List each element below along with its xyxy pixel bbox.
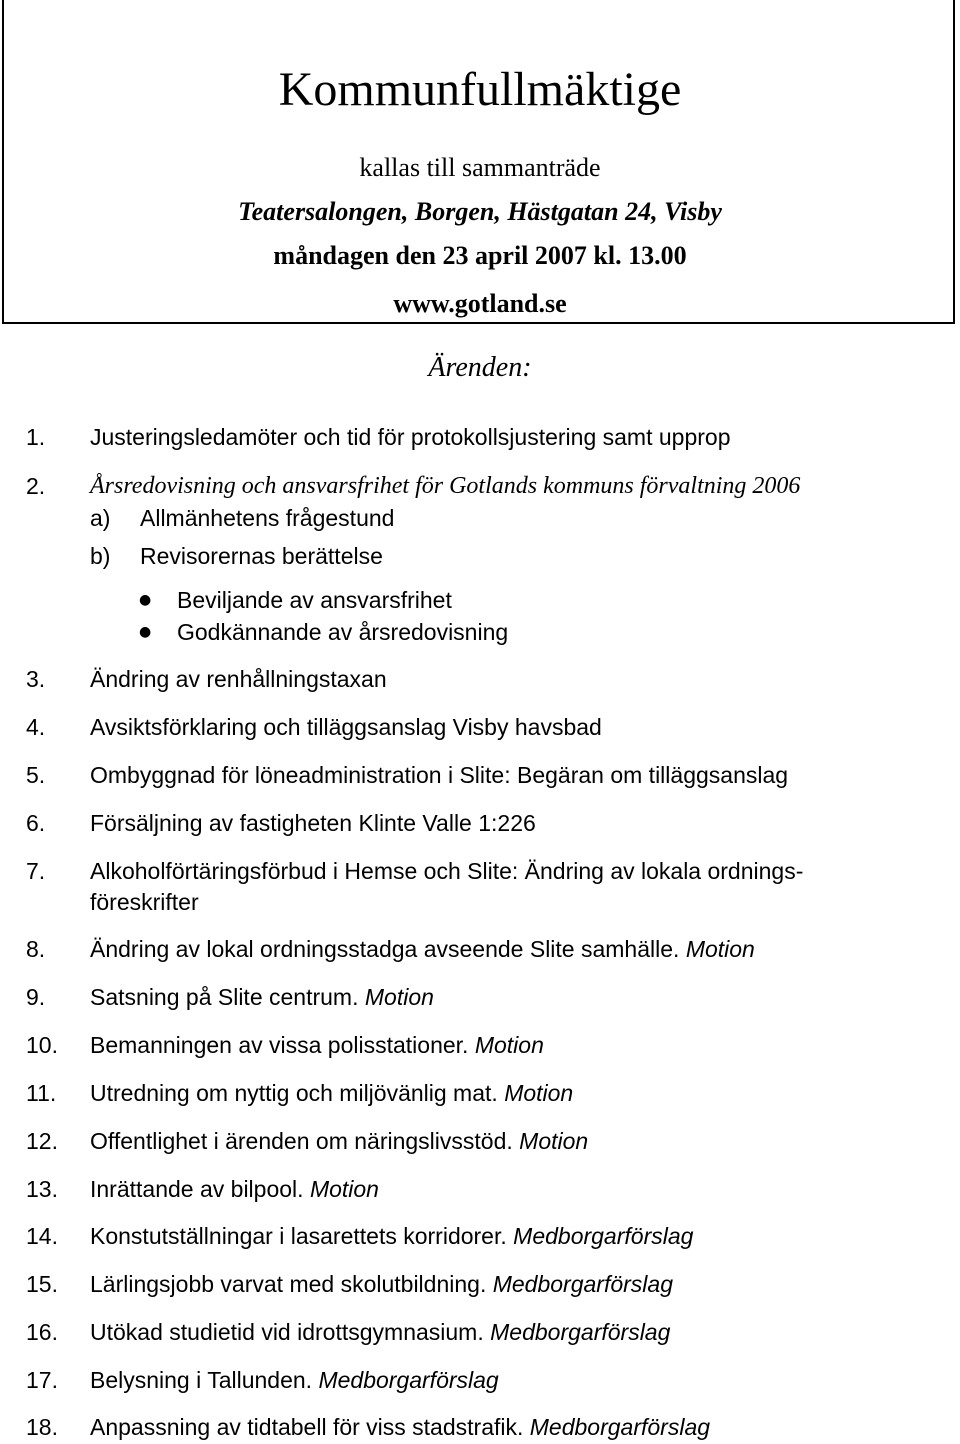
bullet-icon: ● bbox=[139, 624, 152, 640]
item-title: Utökad studietid vid idrottsgymnasium. bbox=[90, 1319, 484, 1345]
item-text bbox=[90, 1128, 588, 1155]
item-number: 18. bbox=[26, 1414, 58, 1440]
item-type-label: Medborgarförslag bbox=[513, 1223, 694, 1249]
item-text bbox=[90, 1223, 693, 1250]
item-number: 6. bbox=[26, 810, 46, 836]
item-text bbox=[90, 936, 755, 963]
item-type-label: Motion bbox=[309, 1176, 379, 1202]
item-text: Avsiktsförklaring och tilläggsanslag Visby havsbad bbox=[90, 714, 602, 740]
item-type-label: Motion bbox=[519, 1128, 589, 1154]
item-text bbox=[90, 1319, 670, 1346]
item-number: 14. bbox=[26, 1223, 58, 1249]
item-text bbox=[90, 1176, 379, 1203]
item-title: Konstutställningar i lasarettets korridorer. bbox=[90, 1223, 507, 1249]
item-type-label: Motion bbox=[504, 1080, 574, 1106]
meeting-date: måndagen den 23 april 2007 kl. 13.00 bbox=[273, 241, 687, 270]
item-number: 12. bbox=[26, 1128, 58, 1154]
bullet-text: Godkännande av årsredovisning bbox=[177, 619, 509, 645]
item-text: Justeringsledamöter och tid för protokollsjustering samt upprop bbox=[90, 424, 731, 450]
sub-item-label: b) bbox=[90, 543, 111, 569]
item-number: 4. bbox=[26, 714, 46, 740]
item-text bbox=[90, 984, 434, 1011]
item-number: 9. bbox=[26, 984, 46, 1010]
item-number: 7. bbox=[26, 858, 46, 884]
item-number: 5. bbox=[26, 762, 46, 788]
item-type-label: Motion bbox=[474, 1032, 544, 1058]
item-title: Inrättande av bilpool. bbox=[90, 1176, 304, 1202]
item-number: 8. bbox=[26, 936, 46, 962]
sub-item-label: a) bbox=[90, 505, 111, 531]
item-type-label: Motion bbox=[364, 984, 434, 1010]
sub-item-text: Revisorernas berättelse bbox=[140, 543, 383, 569]
item-type-label: Medborgarförslag bbox=[490, 1319, 671, 1345]
meeting-venue: Teatersalongen, Borgen, Hästgatan 24, Visby bbox=[238, 197, 722, 226]
item-text: Försäljning av fastigheten Klinte Valle 1:226 bbox=[90, 810, 536, 836]
item-text: Alkoholförtäringsförbud i Hemse och Slite: Ändring av lokala ordnings- bbox=[90, 858, 804, 884]
document-title: Kommunfullmäktige bbox=[278, 63, 682, 116]
item-number: 16. bbox=[26, 1319, 58, 1345]
item-title: Satsning på Slite centrum. bbox=[90, 984, 359, 1010]
item-number: 11. bbox=[26, 1080, 57, 1106]
bullet-icon: ● bbox=[139, 592, 152, 608]
item-number: 13. bbox=[26, 1176, 58, 1202]
item-text-continued: föreskrifter bbox=[90, 889, 199, 915]
item-title: Anpassning av tidtabell för viss stadstrafik. bbox=[90, 1414, 524, 1440]
item-title: Belysning i Tallunden. bbox=[90, 1367, 313, 1393]
item-title: Bemanningen av vissa polisstationer. bbox=[90, 1032, 469, 1058]
item-text: Ändring av renhållningstaxan bbox=[90, 666, 387, 692]
item-type-label: Motion bbox=[685, 936, 755, 962]
item-type-label: Medborgarförslag bbox=[529, 1414, 711, 1440]
item-title: Lärlingsjobb varvat med skolutbildning. bbox=[90, 1271, 487, 1297]
item-number: 15. bbox=[26, 1271, 58, 1297]
item-number: 10. bbox=[26, 1032, 58, 1058]
item-text: Årsredovisning och ansvarsfrihet för Gotlands kommuns förvaltning 2006 bbox=[90, 473, 801, 499]
item-text bbox=[90, 1414, 710, 1441]
sub-item-text: Allmänhetens frågestund bbox=[140, 505, 395, 531]
item-text bbox=[90, 1367, 499, 1394]
item-text bbox=[90, 1271, 673, 1298]
item-title: Ändring av lokal ordningsstadga avseende Slite samhälle. bbox=[90, 936, 680, 962]
meeting-subtitle: kallas till sammanträde bbox=[359, 153, 601, 182]
item-type-label: Medborgarförslag bbox=[492, 1271, 673, 1297]
item-title: Offentlighet i ärenden om näringslivsstöd. bbox=[90, 1128, 513, 1154]
item-number: 2. bbox=[26, 473, 46, 499]
item-type-label: Medborgarförslag bbox=[318, 1367, 499, 1393]
agenda-heading: Ärenden: bbox=[428, 352, 532, 383]
item-text: Ombyggnad för löneadministration i Slite: Begäran om tilläggsanslag bbox=[90, 762, 789, 788]
website-link[interactable]: www.gotland.se bbox=[393, 289, 567, 318]
item-text bbox=[90, 1032, 544, 1059]
item-text bbox=[90, 1080, 573, 1107]
item-number: 1. bbox=[26, 424, 46, 450]
item-number: 3. bbox=[26, 666, 46, 692]
bullet-text: Beviljande av ansvarsfrihet bbox=[177, 587, 452, 613]
item-title: Utredning om nyttig och miljövänlig mat. bbox=[90, 1080, 498, 1106]
item-number: 17. bbox=[26, 1367, 58, 1393]
